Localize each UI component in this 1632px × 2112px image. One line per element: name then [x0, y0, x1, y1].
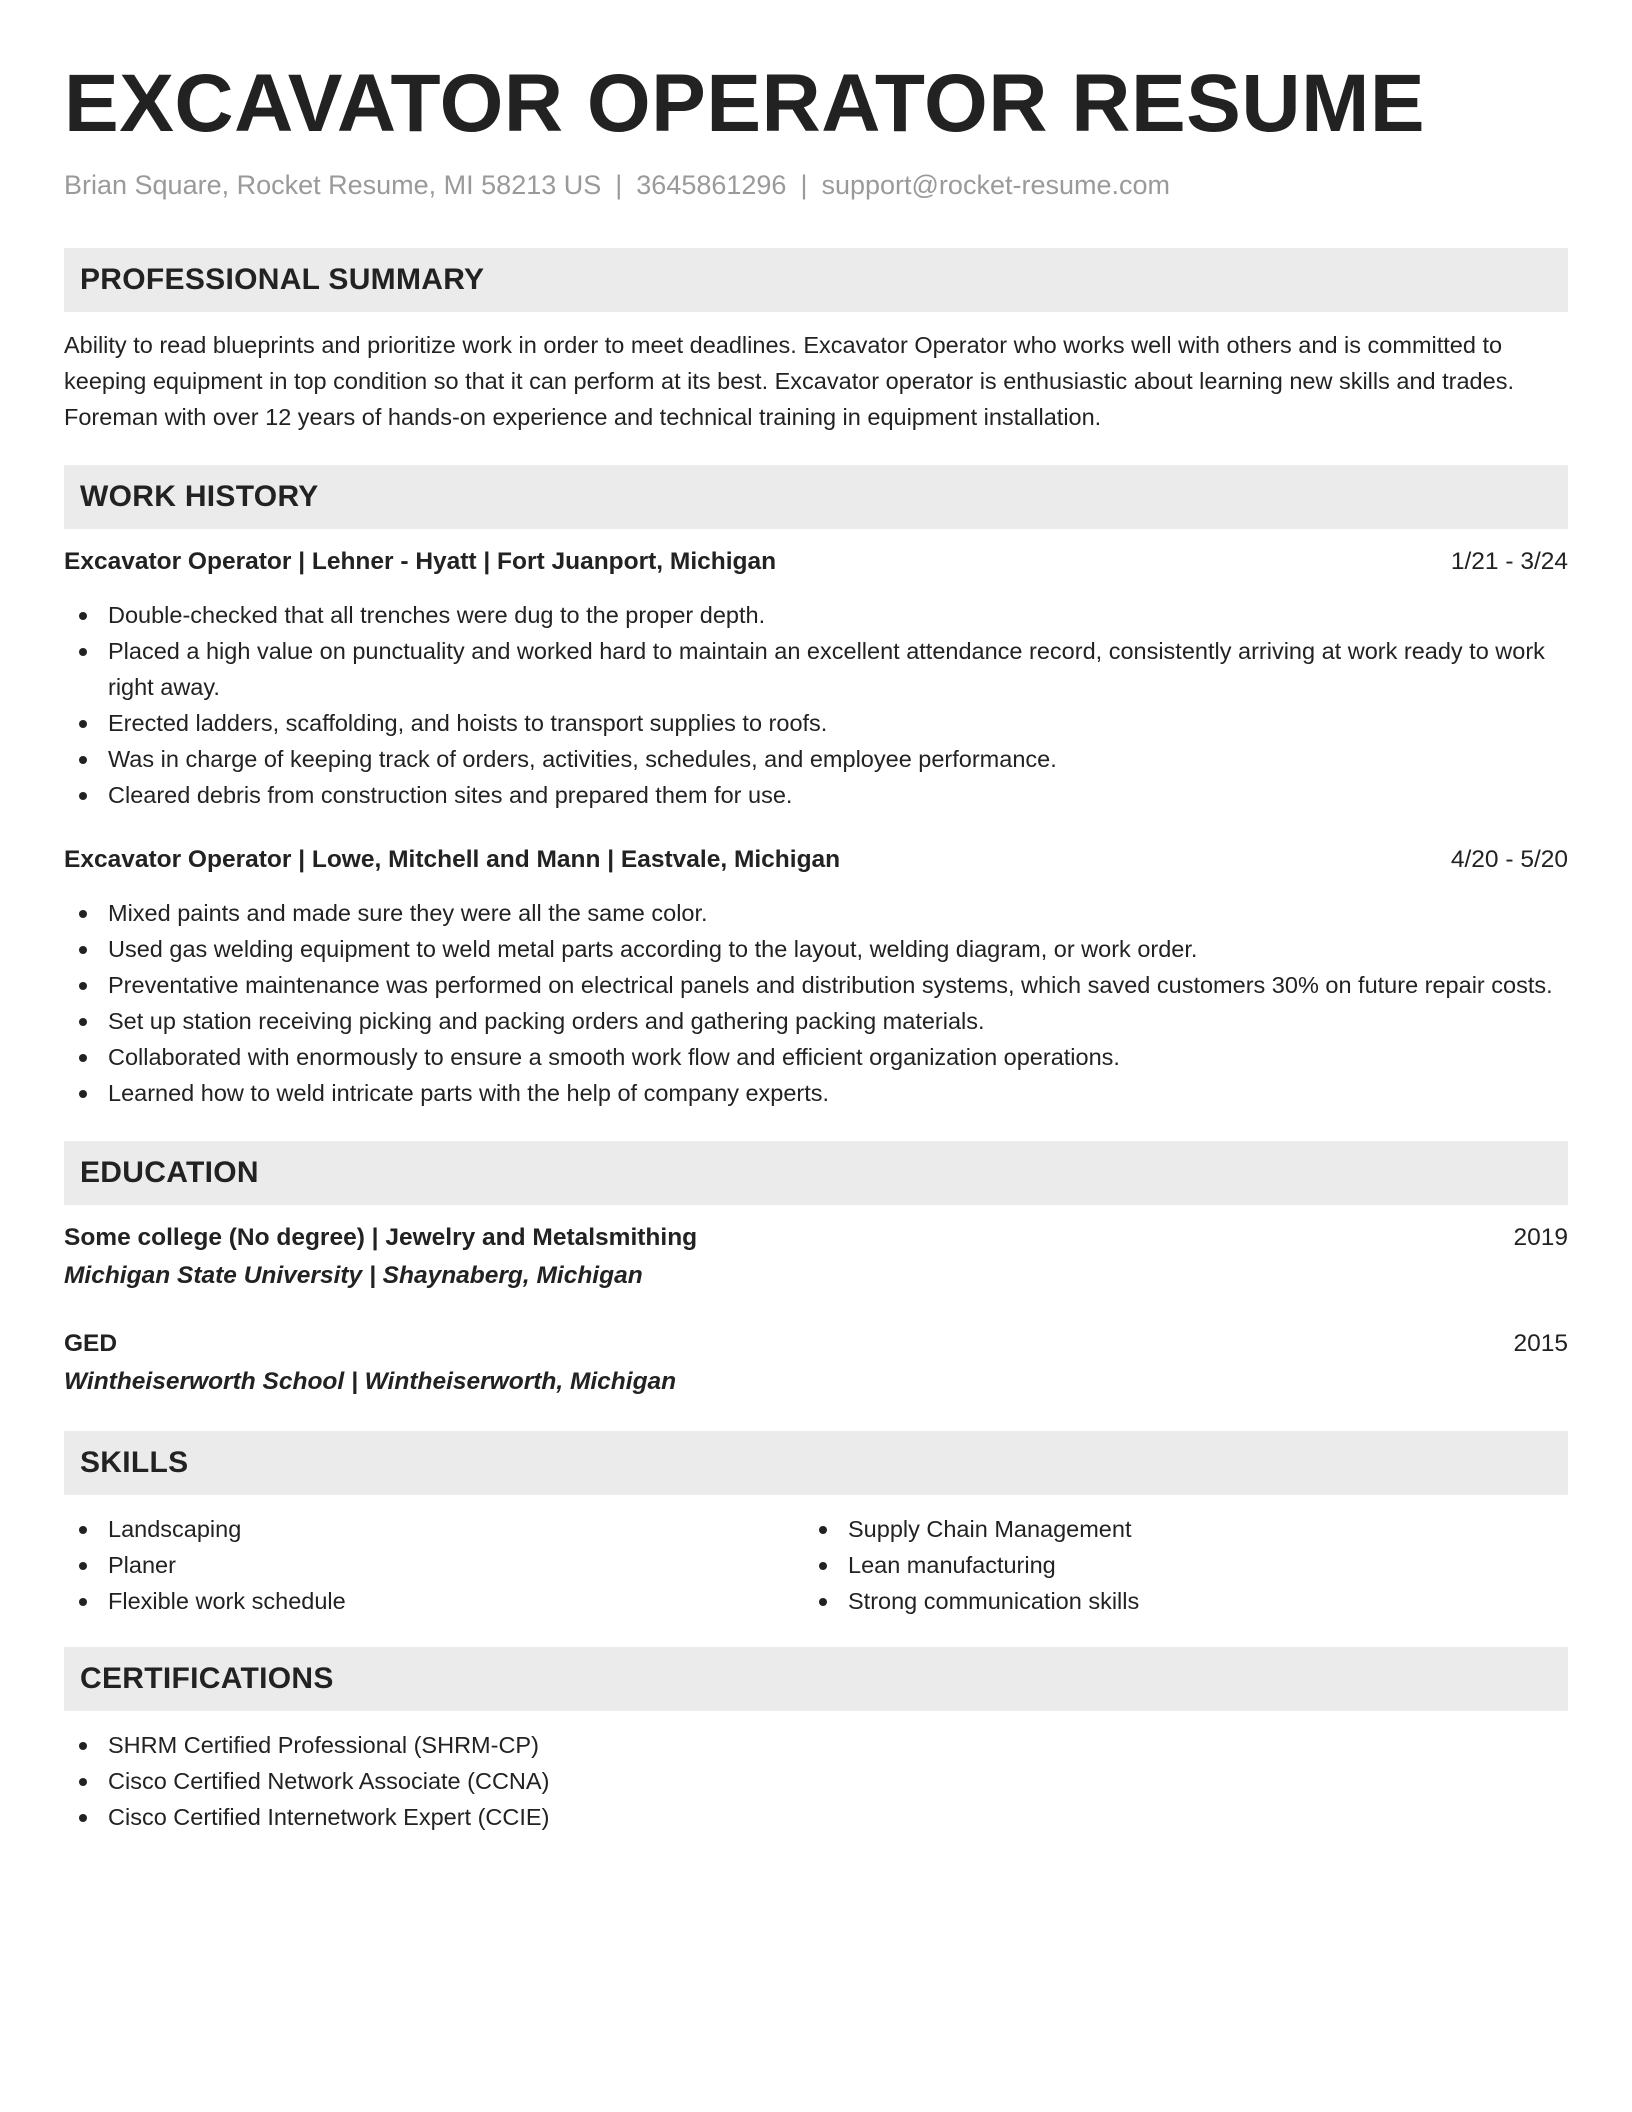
bullet-icon — [79, 1562, 87, 1570]
contact-line — [64, 168, 1568, 202]
list-item: Double-checked that all trenches were dug to the proper depth. — [64, 597, 1568, 633]
list-item: Lean manufacturing — [804, 1547, 1544, 1583]
list-item: SHRM Certified Professional (SHRM-CP) — [64, 1727, 1568, 1763]
section-header-certifications: CERTIFICATIONS — [64, 1647, 1568, 1711]
contact-address: Brian Square, Rocket Resume, MI 58213 US — [64, 170, 602, 200]
job-entry — [64, 843, 1568, 1111]
bullet-icon — [79, 946, 87, 954]
education-header — [64, 1327, 1568, 1361]
bullet-icon — [819, 1562, 827, 1570]
education-year: 2019 — [1513, 1224, 1568, 1251]
education-degree: GED — [64, 1330, 118, 1357]
bullet-icon — [819, 1598, 827, 1606]
certifications-list — [64, 1727, 1568, 1835]
bullet-icon — [79, 720, 87, 728]
bullet-icon — [79, 1090, 87, 1098]
contact-separator: | — [800, 170, 808, 200]
bullet-icon — [79, 756, 87, 764]
list-item: Erected ladders, scaffolding, and hoists to transport supplies to roofs. — [64, 705, 1568, 741]
list-item: Supply Chain Management — [804, 1511, 1544, 1547]
bullet-icon — [79, 612, 87, 620]
bullet-icon — [79, 1526, 87, 1534]
summary-text: Ability to read blueprints and prioritize work in order to meet deadlines. Excavator Operator who works well with others and is committed to keeping equipment in top condition so that it can perform at its best. Excavator operator is enthusiastic about learning new skills and trades. Foreman with over 12 years of hands-on experience and technical training in equipment installation. — [64, 332, 1514, 430]
job-bullets — [64, 597, 1568, 813]
skills-list-left — [64, 1511, 804, 1619]
bullet-icon — [79, 982, 87, 990]
list-item: Used gas welding equipment to weld metal parts according to the layout, welding diagram, or work order. — [64, 931, 1568, 967]
job-dates: 1/21 - 3/24 — [1450, 548, 1568, 575]
section-header-education: EDUCATION — [64, 1141, 1568, 1205]
job-header — [64, 843, 1568, 877]
list-item: Cisco Certified Network Associate (CCNA) — [64, 1763, 1568, 1799]
list-item: Landscaping — [64, 1511, 804, 1547]
bullet-icon — [79, 910, 87, 918]
section-header-work-history: WORK HISTORY — [64, 465, 1568, 529]
list-item: Placed a high value on punctuality and worked hard to maintain an excellent attendance record, consistently arriving at work ready to work right away. — [64, 633, 1568, 705]
education-header — [64, 1221, 1568, 1255]
contact-separator: | — [615, 170, 623, 200]
education-year: 2015 — [1513, 1330, 1568, 1357]
list-item: Set up station receiving picking and packing orders and gathering packing materials. — [64, 1003, 1568, 1039]
job-entry — [64, 545, 1568, 813]
job-title: Excavator Operator | Lowe, Mitchell and Mann | Eastvale, Michigan — [64, 846, 841, 873]
bullet-icon — [79, 1018, 87, 1026]
contact-email: support@rocket-resume.com — [821, 170, 1170, 200]
list-item: Learned how to weld intricate parts with the help of company experts. — [64, 1075, 1568, 1111]
list-item: Mixed paints and made sure they were all the same color. — [64, 895, 1568, 931]
education-entry — [64, 1221, 1568, 1293]
education-school: Michigan State University | Shaynaberg, Michigan — [64, 1262, 643, 1289]
bullet-icon — [79, 1778, 87, 1786]
list-item: Cisco Certified Internetwork Expert (CCIE) — [64, 1799, 1568, 1835]
bullet-icon — [79, 1598, 87, 1606]
list-item: Was in charge of keeping track of orders, activities, schedules, and employee performance. — [64, 741, 1568, 777]
education-entry — [64, 1327, 1568, 1399]
education-degree: Some college (No degree) | Jewelry and Metalsmithing — [64, 1224, 698, 1251]
job-header — [64, 545, 1568, 579]
job-title: Excavator Operator | Lehner - Hyatt | Fort Juanport, Michigan — [64, 548, 777, 575]
contact-phone: 3645861296 — [636, 170, 787, 200]
bullet-icon — [79, 1814, 87, 1822]
bullet-icon — [79, 1054, 87, 1062]
list-item: Strong communication skills — [804, 1583, 1544, 1619]
job-bullets — [64, 895, 1568, 1111]
list-item: Cleared debris from construction sites and prepared them for use. — [64, 777, 1568, 813]
list-item: Preventative maintenance was performed on electrical panels and distribution systems, which saved customers 30% on future repair costs. — [64, 967, 1568, 1003]
list-item: Planer — [64, 1547, 804, 1583]
bullet-icon — [79, 792, 87, 800]
skills-list-right — [804, 1511, 1544, 1619]
bullet-icon — [819, 1526, 827, 1534]
resume-title: EXCAVATOR OPERATOR RESUME — [64, 58, 1426, 149]
bullet-icon — [79, 1742, 87, 1750]
section-header-summary: PROFESSIONAL SUMMARY — [64, 248, 1568, 312]
job-dates: 4/20 - 5/20 — [1450, 846, 1568, 873]
list-item: Flexible work schedule — [64, 1583, 804, 1619]
skills-grid — [64, 1511, 1568, 1619]
bullet-icon — [79, 648, 87, 656]
education-school: Wintheiserworth School | Wintheiserworth, Michigan — [64, 1368, 677, 1395]
list-item: Collaborated with enormously to ensure a smooth work flow and efficient organization operations. — [64, 1039, 1568, 1075]
section-header-skills: SKILLS — [64, 1431, 1568, 1495]
